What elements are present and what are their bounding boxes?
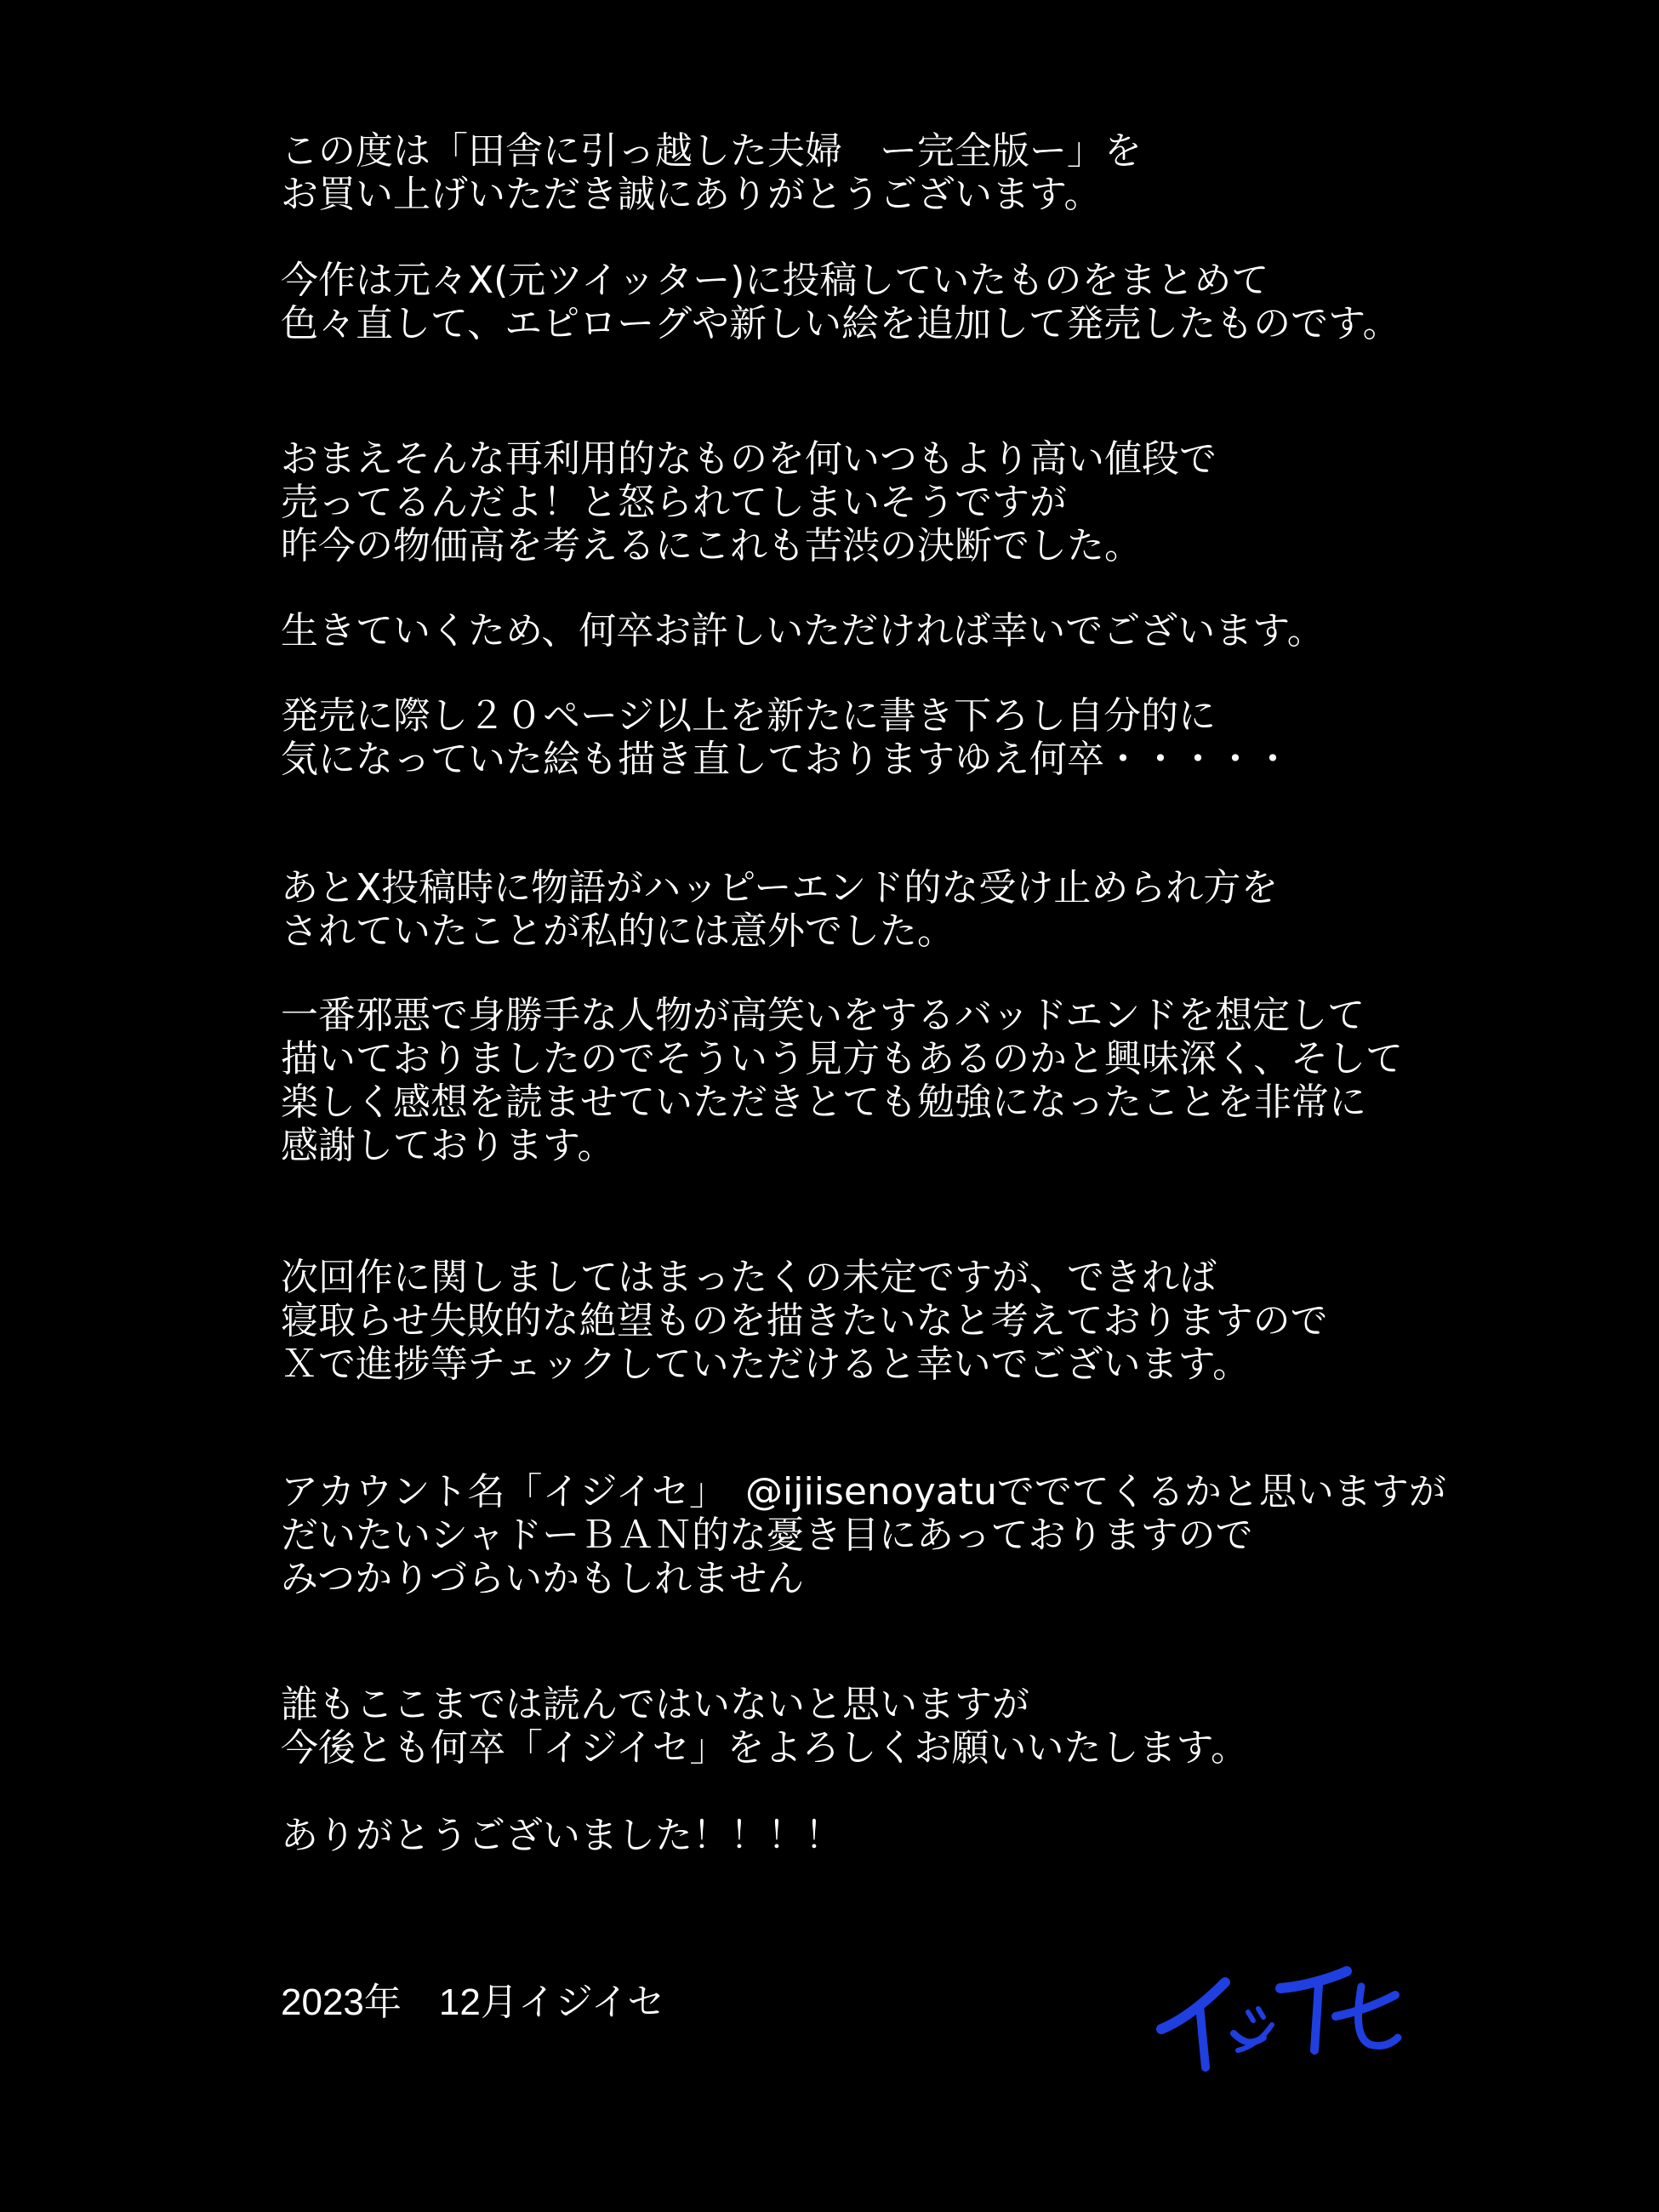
paragraph-origin [281,259,1400,345]
text-line: 売ってるんだよ！と怒られてしまいそうですが [281,481,1067,524]
text-line: 昨今の物価高を考えるにこれも苦渋の決断でした。 [281,524,1142,567]
text-line: 発売に際し２０ページ以上を新たに書き下ろし自分的に [281,694,1217,738]
paragraph-thanks [281,1814,842,1857]
text-line: 次回作に関しましてはまったくの未定ですが、できれば [281,1256,1217,1299]
text-line: されていたことが私的には意外でした。 [281,909,955,953]
paragraph-account [281,1470,1446,1600]
text-line: 寝取らせ失敗的な絶望ものを描きたいなと考えておりますので [281,1299,1328,1343]
paragraph-apology [281,609,1325,653]
text-line: 生きていくため、何卒お許しいただければ幸いでございます。 [281,609,1325,653]
text-line: 描いておりましたのでそういう見方もあるのかと興味深く、そして [281,1037,1404,1080]
date-signoff: 2023年 12月イジイセ [281,1981,665,2023]
paragraph-closing [281,1683,1248,1770]
text-line: だいたいシャドーＢＡＮ的な憂き目にあっておりますので [281,1514,1253,1557]
text-line: 一番邪悪で身勝手な人物が高笑いをするバッドエンドを想定して [281,994,1365,1037]
text-line: ありがとうございました！！！！ [281,1814,842,1857]
paragraph-bad-end [281,994,1403,1167]
text-line: 感謝しております。 [281,1124,615,1167]
paragraph-new-pages [281,694,1291,781]
paragraph-happy-end [281,866,1278,953]
text-line: お買い上げいただき誠にありがとうございます。 [281,173,1102,216]
signature-icon [1153,1953,1408,2076]
text-line: 気になっていた絵も描き直しておりますゆえ何卒・・・・・ [281,738,1291,781]
text-line: 今作は元々X(元ツイッター)に投稿していたものをまとめて [281,259,1269,302]
text-line: 色々直して、エピローグや新しい絵を追加して発売したものです。 [281,302,1400,345]
text-line: Ｘで進捗等チェックしていただけると幸いでございます。 [281,1343,1251,1386]
text-line: あとX投稿時に物語がハッピーエンド的な受け止められ方を [281,866,1279,909]
text-line: みつかりづらいかもしれません [281,1557,805,1600]
text-line: アカウント名「イジイセ」 @ijiisenoyatuででてくるかと思いますが [281,1470,1446,1514]
text-line: 楽しく感想を読ませていただきとても勉強になったことを非常に [281,1080,1366,1124]
paragraph-next-work [281,1256,1328,1386]
text-line: 今後とも何卒「イジイセ」をよろしくお願いいたします。 [281,1726,1248,1770]
text-line: この度は「田舎に引っ越した夫婦 ー完全版ー」を [281,129,1142,173]
text-line: おまえそんな再利用的なものを何いつもより高い値段で [281,437,1217,481]
paragraph-price [281,437,1217,567]
paragraph-greeting [281,129,1142,216]
text-line: 誰もここまでは読んではいないと思いますが [281,1683,1029,1726]
